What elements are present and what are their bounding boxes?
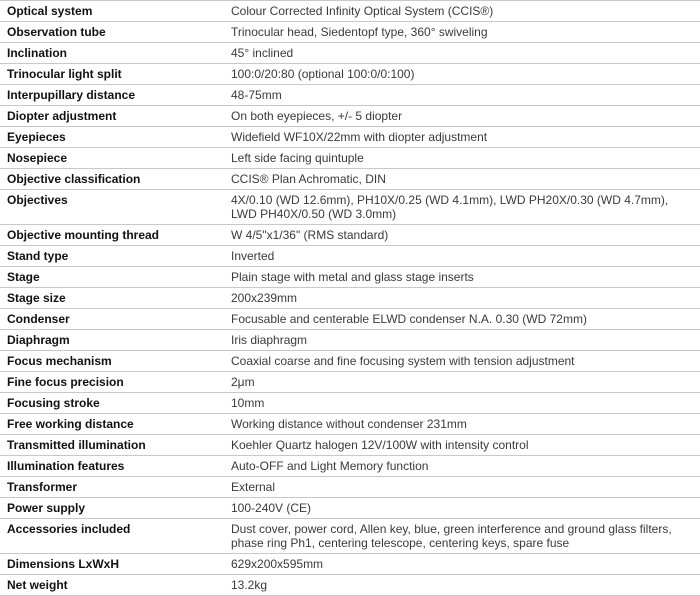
spec-value: Left side facing quintuple [225, 148, 700, 169]
spec-label: Stage size [0, 288, 225, 309]
spec-value: W 4/5"x1/36" (RMS standard) [225, 225, 700, 246]
spec-row [0, 519, 700, 554]
spec-label: Fine focus precision [0, 372, 225, 393]
spec-row [0, 414, 700, 435]
spec-label: Diaphragm [0, 330, 225, 351]
spec-value: 45° inclined [225, 43, 700, 64]
spec-row [0, 477, 700, 498]
spec-value: Widefield WF10X/22mm with diopter adjustment [225, 127, 700, 148]
spec-label: Focusing stroke [0, 393, 225, 414]
spec-label: Condenser [0, 309, 225, 330]
spec-row [0, 169, 700, 190]
spec-row [0, 288, 700, 309]
spec-value: Colour Corrected Infinity Optical System (CCIS®) [225, 1, 700, 22]
spec-row [0, 127, 700, 148]
spec-value: Trinocular head, Siedentopf type, 360° swiveling [225, 22, 700, 43]
spec-label: Power supply [0, 498, 225, 519]
spec-label: Free working distance [0, 414, 225, 435]
spec-value: 100:0/20:80 (optional 100:0/0:100) [225, 64, 700, 85]
spec-row [0, 148, 700, 169]
spec-row [0, 372, 700, 393]
spec-row [0, 498, 700, 519]
spec-value: Coaxial coarse and fine focusing system with tension adjustment [225, 351, 700, 372]
spec-row [0, 267, 700, 288]
spec-row [0, 64, 700, 85]
spec-label: Net weight [0, 575, 225, 596]
spec-label: Objectives [0, 190, 225, 225]
spec-label: Optical system [0, 1, 225, 22]
spec-value: 4X/0.10 (WD 12.6mm), PH10X/0.25 (WD 4.1mm), LWD PH20X/0.30 (WD 4.7mm), LWD PH40X/0.50 (WD 3.0mm) [225, 190, 700, 225]
spec-value: 2μm [225, 372, 700, 393]
spec-label: Stand type [0, 246, 225, 267]
spec-label: Stage [0, 267, 225, 288]
spec-value: 100-240V (CE) [225, 498, 700, 519]
spec-value: On both eyepieces, +/- 5 diopter [225, 106, 700, 127]
spec-row [0, 309, 700, 330]
spec-row [0, 22, 700, 43]
spec-value: Auto-OFF and Light Memory function [225, 456, 700, 477]
spec-label: Observation tube [0, 22, 225, 43]
spec-label: Nosepiece [0, 148, 225, 169]
spec-row [0, 1, 700, 22]
spec-row [0, 435, 700, 456]
spec-label: Trinocular light split [0, 64, 225, 85]
spec-row [0, 246, 700, 267]
spec-value: Working distance without condenser 231mm [225, 414, 700, 435]
spec-row [0, 554, 700, 575]
spec-label: Objective mounting thread [0, 225, 225, 246]
spec-row [0, 456, 700, 477]
spec-label: Inclination [0, 43, 225, 64]
spec-label: Transformer [0, 477, 225, 498]
spec-row [0, 575, 700, 596]
spec-value: Koehler Quartz halogen 12V/100W with intensity control [225, 435, 700, 456]
specifications-body [0, 1, 700, 596]
spec-label: Interpupillary distance [0, 85, 225, 106]
spec-label: Focus mechanism [0, 351, 225, 372]
spec-value: 629x200x595mm [225, 554, 700, 575]
spec-row [0, 85, 700, 106]
spec-value: 10mm [225, 393, 700, 414]
spec-value: 13.2kg [225, 575, 700, 596]
spec-value: Iris diaphragm [225, 330, 700, 351]
spec-row [0, 330, 700, 351]
spec-label: Diopter adjustment [0, 106, 225, 127]
spec-value: Inverted [225, 246, 700, 267]
spec-label: Objective classification [0, 169, 225, 190]
spec-row [0, 225, 700, 246]
spec-row [0, 393, 700, 414]
spec-label: Eyepieces [0, 127, 225, 148]
spec-value: 200x239mm [225, 288, 700, 309]
spec-value: Focusable and centerable ELWD condenser N.A. 0.30 (WD 72mm) [225, 309, 700, 330]
spec-value: Plain stage with metal and glass stage inserts [225, 267, 700, 288]
spec-value: 48-75mm [225, 85, 700, 106]
spec-row [0, 190, 700, 225]
spec-value: CCIS® Plan Achromatic, DIN [225, 169, 700, 190]
spec-value: External [225, 477, 700, 498]
spec-label: Transmitted illumination [0, 435, 225, 456]
spec-value: Dust cover, power cord, Allen key, blue, green interference and ground glass filters, phase ring Ph1, centering telescope, centering keys, spare fuse [225, 519, 700, 554]
spec-label: Dimensions LxWxH [0, 554, 225, 575]
spec-label: Illumination features [0, 456, 225, 477]
spec-row [0, 106, 700, 127]
spec-label: Accessories included [0, 519, 225, 554]
spec-row [0, 43, 700, 64]
spec-row [0, 351, 700, 372]
